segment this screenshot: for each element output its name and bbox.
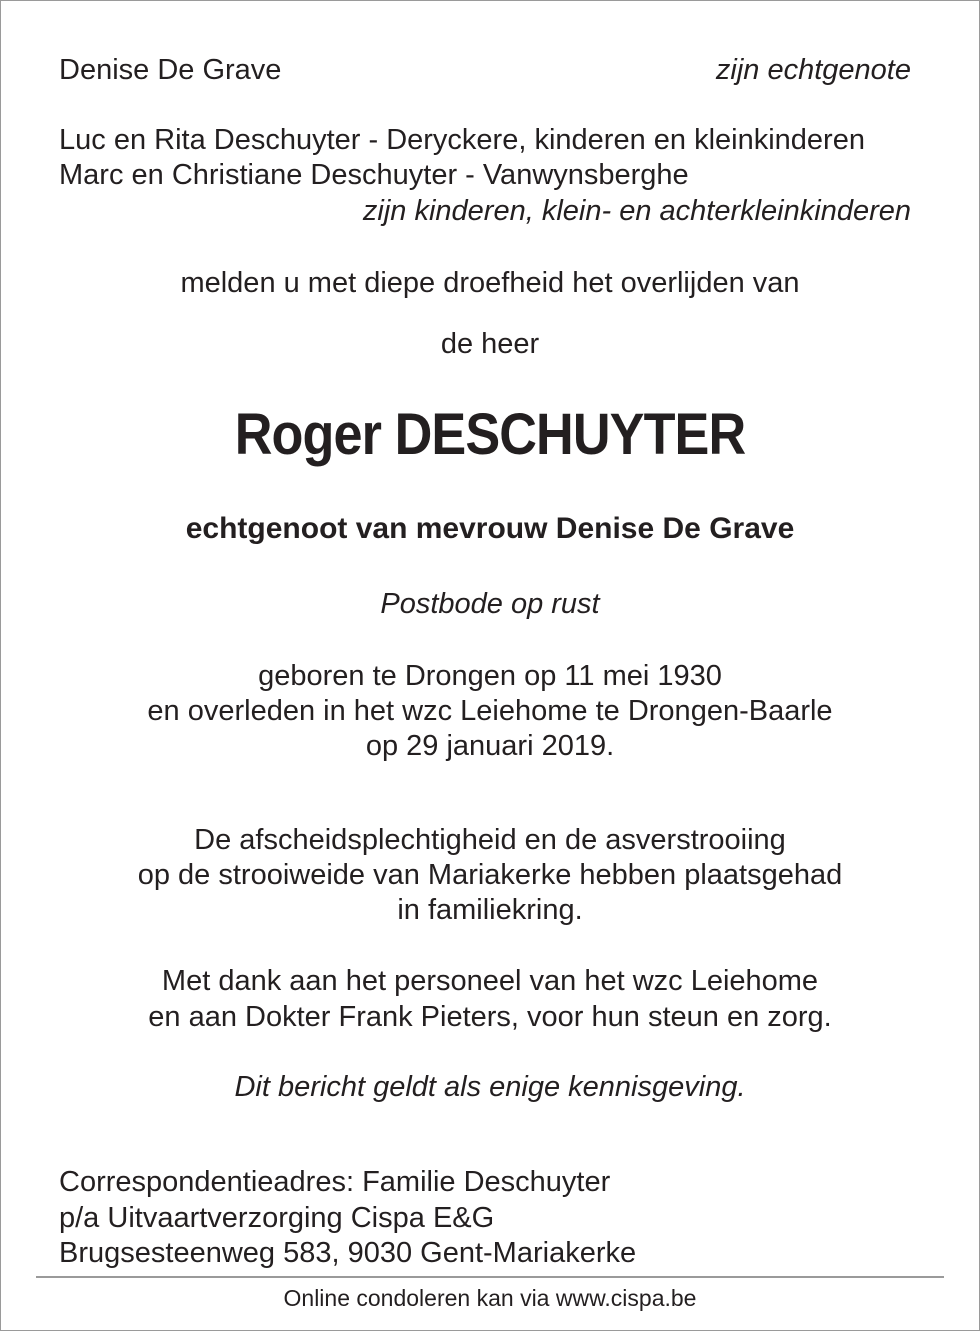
children-line-2: Marc en Christiane Deschuyter - Vanwynsberghe (59, 159, 689, 191)
address-line-1: Correspondentieadres: Familie Deschuyter (59, 1166, 611, 1198)
thanks-line-1: Met dank aan het personeel van het wzc Leiehome (161, 965, 819, 997)
ceremony-line-2: op de strooiweide van Mariakerke hebben plaatsgehad (137, 859, 843, 891)
children-relation: zijn kinderen, klein- en achterkleinkinderen (362, 195, 911, 227)
dates-line-3: op 29 januari 2019. (365, 730, 615, 762)
thanks-line-2: en aan Dokter Frank Pieters, voor hun steun en zorg. (148, 1001, 832, 1033)
children-line-1: Luc en Rita Deschuyter - Deryckere, kinderen en kleinkinderen (59, 124, 865, 156)
ceremony-line-1: De afscheidsplechtigheid en de asverstrooiing (194, 824, 786, 856)
footer-condolence: Online condoleren kan via www.cispa.be (283, 1285, 697, 1311)
address-line-2: p/a Uitvaartverzorging Cispa E&G (59, 1202, 495, 1234)
occupation: Postbode op rust (380, 588, 600, 620)
spouse-relation: zijn echtgenote (715, 54, 911, 86)
ceremony-line-3: in familiekring. (397, 894, 583, 926)
address-line-3: Brugsesteenweg 583, 9030 Gent-Mariakerke (59, 1237, 637, 1269)
spouse-of: echtgenoot van mevrouw Denise De Grave (185, 512, 795, 545)
announcement: melden u met diepe droefheid het overlijden van (180, 267, 800, 299)
notice: Dit bericht geldt als enige kennisgeving. (234, 1071, 746, 1103)
dates-line-1: geboren te Drongen op 11 mei 1930 (258, 660, 722, 692)
honorific: de heer (440, 328, 540, 360)
spouse-name: Denise De Grave (59, 54, 282, 86)
dates-line-2: en overleden in het wzc Leiehome te Drongen-Baarle (147, 695, 833, 727)
footer-divider (36, 1276, 944, 1278)
deceased-name: Roger DESCHUYTER (234, 402, 746, 467)
